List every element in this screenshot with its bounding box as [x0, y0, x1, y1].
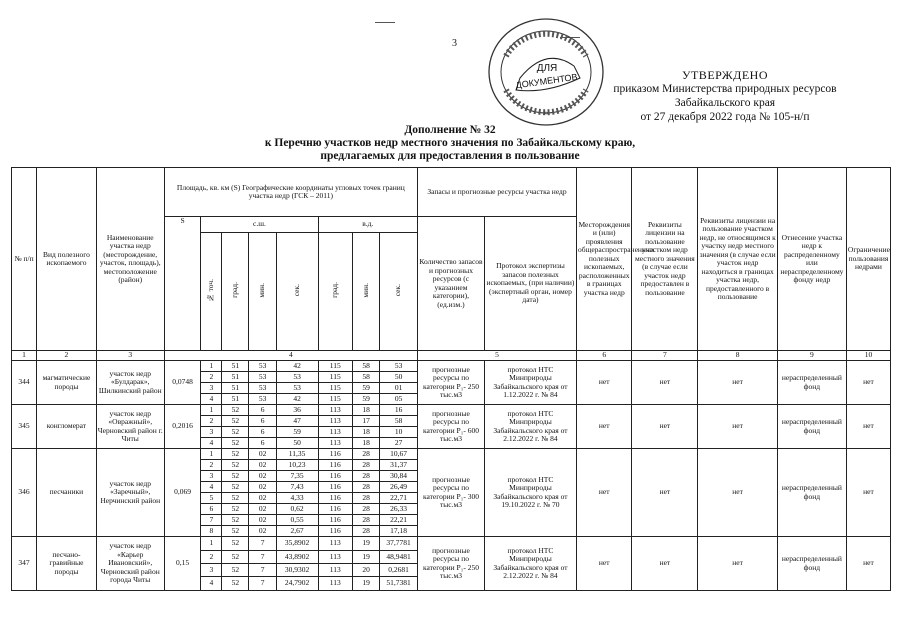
lon-sec: 37,7781 — [380, 537, 418, 551]
point-number: 1 — [201, 361, 222, 372]
column-number: 1 — [12, 351, 37, 361]
point-number: 4 — [201, 577, 222, 591]
lon-sec: 30,84 — [380, 471, 418, 482]
row-protocol: протокол НТС Минприроды Забайкальского края от 19.10.2022 г. № 70 — [484, 449, 576, 537]
lat-sec: 4,33 — [276, 493, 318, 504]
header-point: № точ. — [206, 278, 216, 302]
row-license-other: нет — [698, 361, 778, 405]
column-numbers-row — [12, 351, 891, 361]
header-min: мин. — [360, 282, 370, 298]
lon-min: 59 — [353, 394, 380, 405]
row-area: 0,2016 — [164, 405, 201, 449]
point-number: 2 — [201, 460, 222, 471]
header-reserves-qty: Количество запасов и прогнозных ресурсов (с указанием категории), (ед.изм.) — [417, 217, 484, 351]
point-number: 4 — [201, 482, 222, 493]
lat-deg: 51 — [222, 394, 249, 405]
lon-min: 58 — [353, 361, 380, 372]
lon-sec: 10,67 — [380, 449, 418, 460]
lon-deg: 116 — [318, 460, 353, 471]
lon-min: 17 — [353, 416, 380, 427]
header-deg-cell — [318, 233, 353, 351]
point-number: 4 — [201, 394, 222, 405]
column-number: 10 — [846, 351, 890, 361]
point-number: 3 — [201, 564, 222, 577]
official-seal — [486, 16, 606, 128]
lon-sec: 31,37 — [380, 460, 418, 471]
svg-text:ДЛЯ: ДЛЯ — [536, 63, 558, 74]
header-mineral: Вид полезного ископаемого — [37, 168, 97, 351]
row-protocol: протокол НТС Минприроды Забайкальского края от 1.12.2022 г. № 84 — [484, 361, 576, 405]
lat-min: 6 — [249, 405, 276, 416]
lat-sec: 7,43 — [276, 482, 318, 493]
lon-deg: 115 — [318, 383, 353, 394]
header-reserves-group: Запасы и прогнозные ресурсы участка недр — [417, 168, 576, 217]
lat-sec: 36 — [276, 405, 318, 416]
lat-sec: 42 — [276, 361, 318, 372]
lon-min: 18 — [353, 405, 380, 416]
point-number: 5 — [201, 493, 222, 504]
lat-min: 53 — [249, 383, 276, 394]
row-number: 346 — [12, 449, 37, 537]
lat-deg: 51 — [222, 372, 249, 383]
lat-min: 53 — [249, 361, 276, 372]
lat-deg: 52 — [222, 515, 249, 526]
lat-sec: 2,67 — [276, 526, 318, 537]
row-mineral: песчано-гравийные породы — [37, 537, 97, 591]
lon-deg: 113 — [318, 405, 353, 416]
lat-deg: 52 — [222, 438, 249, 449]
row-area: 0,0748 — [164, 361, 201, 405]
point-number: 4 — [201, 438, 222, 449]
row-mineral: магматические породы — [37, 361, 97, 405]
row-deposits: нет — [577, 449, 632, 537]
row-deposits: нет — [577, 537, 632, 591]
column-number: 2 — [37, 351, 97, 361]
column-number: 3 — [96, 351, 164, 361]
lat-min: 02 — [249, 515, 276, 526]
title-line: предлагаемых для предоставления в пользование — [320, 150, 580, 162]
lon-sec: 53 — [380, 361, 418, 372]
row-reserves: прогнозные ресурсы по категории P₁- 250 тыс.м3 — [417, 537, 484, 591]
point-number: 3 — [201, 383, 222, 394]
lon-min: 28 — [353, 526, 380, 537]
header-point-cell — [201, 233, 222, 351]
row-license-other: нет — [698, 405, 778, 449]
lat-deg: 52 — [222, 564, 249, 577]
row-license-local: нет — [632, 449, 698, 537]
table-row — [12, 537, 891, 551]
lat-min: 7 — [249, 537, 276, 551]
lat-min: 02 — [249, 504, 276, 515]
lon-deg: 113 — [318, 416, 353, 427]
column-number: 9 — [777, 351, 846, 361]
row-number: 347 — [12, 537, 37, 591]
lon-deg: 113 — [318, 551, 353, 564]
point-number: 1 — [201, 449, 222, 460]
row-site-name: участок недр «Булдарак», Шилкинский район — [96, 361, 164, 405]
lon-deg: 116 — [318, 526, 353, 537]
header-deg: град. — [330, 282, 340, 299]
row-license-other: нет — [698, 449, 778, 537]
approval-block — [600, 68, 850, 124]
column-number: 4 — [164, 351, 417, 361]
lat-sec: 0,62 — [276, 504, 318, 515]
point-number: 2 — [201, 551, 222, 564]
lon-deg: 113 — [318, 564, 353, 577]
column-number: 6 — [577, 351, 632, 361]
point-number: 3 — [201, 427, 222, 438]
header-num: № п/п — [12, 168, 37, 351]
point-number: 3 — [201, 471, 222, 482]
point-number: 8 — [201, 526, 222, 537]
scan-mark — [375, 22, 395, 23]
lon-sec: 26,49 — [380, 482, 418, 493]
page-number: 3 — [452, 38, 457, 49]
lat-sec: 0,55 — [276, 515, 318, 526]
lon-sec: 22,71 — [380, 493, 418, 504]
lat-sec: 50 — [276, 438, 318, 449]
row-license-other: нет — [698, 537, 778, 591]
table-row — [12, 405, 891, 416]
subsoil-sites-table — [11, 167, 891, 591]
header-deg: град. — [230, 282, 240, 299]
lat-deg: 52 — [222, 537, 249, 551]
lat-deg: 52 — [222, 460, 249, 471]
lat-sec: 53 — [276, 383, 318, 394]
lat-sec: 42 — [276, 394, 318, 405]
approval-line: от 27 декабря 2022 года № 105-н/п — [640, 111, 810, 123]
lon-min: 20 — [353, 564, 380, 577]
point-number: 2 — [201, 372, 222, 383]
lat-min: 02 — [249, 482, 276, 493]
header-fund: Отнесение участка недр к распределенному или нераспределенному фонду недр — [777, 168, 846, 351]
lon-min: 59 — [353, 383, 380, 394]
title-line: к Перечню участков недр местного значения по Забайкальскому краю, — [264, 137, 636, 149]
point-number: 1 — [201, 405, 222, 416]
lat-deg: 52 — [222, 427, 249, 438]
lat-min: 53 — [249, 372, 276, 383]
svg-text:*: * — [544, 110, 548, 119]
approval-line: приказом Министерства природных ресурсов — [613, 83, 837, 95]
lat-min: 02 — [249, 526, 276, 537]
header-s: S — [164, 217, 201, 351]
row-mineral: песчаники — [37, 449, 97, 537]
lon-min: 19 — [353, 537, 380, 551]
lat-sec: 35,8902 — [276, 537, 318, 551]
lat-deg: 52 — [222, 577, 249, 591]
header-protocol: Протокол экспертизы запасов полезных ископаемых, (при наличии) (экспертный орган, номер дата) — [484, 217, 576, 351]
header-min: мин. — [257, 282, 267, 298]
row-site-name: участок недр «Заречный», Нерчинский район — [96, 449, 164, 537]
lat-deg: 52 — [222, 449, 249, 460]
table-row — [12, 361, 891, 372]
row-fund: нераспределенный фонд — [777, 405, 846, 449]
point-number: 6 — [201, 504, 222, 515]
lat-min: 6 — [249, 427, 276, 438]
row-deposits: нет — [577, 405, 632, 449]
row-protocol: протокол НТС Минприроды Забайкальского края от 2.12.2022 г. № 84 — [484, 537, 576, 591]
header-min-cell — [249, 233, 276, 351]
row-area: 0,069 — [164, 449, 201, 537]
lon-deg: 115 — [318, 361, 353, 372]
lon-sec: 51,7381 — [380, 577, 418, 591]
lat-deg: 52 — [222, 493, 249, 504]
lon-deg: 113 — [318, 537, 353, 551]
lon-sec: 10 — [380, 427, 418, 438]
lon-sec: 16 — [380, 405, 418, 416]
lat-deg: 52 — [222, 504, 249, 515]
row-restrictions: нет — [846, 537, 890, 591]
lon-min: 28 — [353, 493, 380, 504]
lon-min: 18 — [353, 438, 380, 449]
lon-deg: 116 — [318, 471, 353, 482]
row-fund: нераспределенный фонд — [777, 449, 846, 537]
header-vd: в.д. — [318, 217, 417, 233]
approval-title: УТВЕРЖДЕНО — [681, 68, 768, 82]
row-restrictions: нет — [846, 361, 890, 405]
header-license-other: Реквизиты лицензии на пользование участком недр, не относящимся к участку недр местного значения (в случае если участок недр находиться в границах участка недр, предоставленного в пользование — [698, 168, 778, 351]
row-site-name: участок недр «Овражный», Черновский район г. Читы — [96, 405, 164, 449]
lon-min: 19 — [353, 577, 380, 591]
header-restrictions: Ограничение пользования недрами — [846, 168, 890, 351]
row-fund: нераспределенный фонд — [777, 537, 846, 591]
row-number: 345 — [12, 405, 37, 449]
lat-sec: 7,35 — [276, 471, 318, 482]
header-name: Наименование участка недр (месторождение, участок, площадь), местоположение (район) — [96, 168, 164, 351]
header-min-cell — [353, 233, 380, 351]
lon-sec: 50 — [380, 372, 418, 383]
lat-sec: 47 — [276, 416, 318, 427]
lon-sec: 26,33 — [380, 504, 418, 515]
lat-deg: 52 — [222, 416, 249, 427]
lon-deg: 115 — [318, 394, 353, 405]
lat-sec: 11,35 — [276, 449, 318, 460]
lat-sec: 59 — [276, 427, 318, 438]
lon-min: 58 — [353, 372, 380, 383]
lat-min: 02 — [249, 471, 276, 482]
row-reserves: прогнозные ресурсы по категории P₁- 250 тыс.м3 — [417, 361, 484, 405]
lon-deg: 116 — [318, 515, 353, 526]
header-sec: сек. — [393, 284, 403, 297]
lon-min: 28 — [353, 449, 380, 460]
lat-sec: 53 — [276, 372, 318, 383]
column-number: 7 — [632, 351, 698, 361]
row-area: 0,15 — [164, 537, 201, 591]
title-line: Дополнение № 32 — [404, 124, 496, 136]
row-protocol: протокол НТС Минприроды Забайкальского края от 2.12.2022 г. № 84 — [484, 405, 576, 449]
lon-min: 18 — [353, 427, 380, 438]
document-title — [150, 124, 750, 163]
table-row — [12, 449, 891, 460]
lon-sec: 27 — [380, 438, 418, 449]
lat-min: 7 — [249, 564, 276, 577]
point-number: 7 — [201, 515, 222, 526]
lon-min: 28 — [353, 482, 380, 493]
lon-min: 19 — [353, 551, 380, 564]
lat-sec: 24,7902 — [276, 577, 318, 591]
lon-sec: 0,2681 — [380, 564, 418, 577]
header-sp: с.ш. — [201, 217, 318, 233]
lon-min: 28 — [353, 460, 380, 471]
lat-deg: 52 — [222, 482, 249, 493]
lat-min: 53 — [249, 394, 276, 405]
lat-deg: 51 — [222, 383, 249, 394]
lat-sec: 43,8902 — [276, 551, 318, 564]
lat-sec: 10,23 — [276, 460, 318, 471]
header-sec-cell — [276, 233, 318, 351]
lon-sec: 17,18 — [380, 526, 418, 537]
lat-deg: 52 — [222, 551, 249, 564]
lon-sec: 01 — [380, 383, 418, 394]
row-fund: нераспределенный фонд — [777, 361, 846, 405]
lon-deg: 115 — [318, 372, 353, 383]
table-body — [12, 168, 891, 591]
row-restrictions: нет — [846, 449, 890, 537]
lat-min: 02 — [249, 449, 276, 460]
row-license-local: нет — [632, 361, 698, 405]
row-deposits: нет — [577, 361, 632, 405]
row-license-local: нет — [632, 405, 698, 449]
row-reserves: прогнозные ресурсы по категории P₁- 600 тыс.м3 — [417, 405, 484, 449]
row-number: 344 — [12, 361, 37, 405]
lat-min: 7 — [249, 551, 276, 564]
lon-sec: 22,21 — [380, 515, 418, 526]
row-mineral: конгломерат — [37, 405, 97, 449]
lat-deg: 52 — [222, 526, 249, 537]
row-license-local: нет — [632, 537, 698, 591]
lon-deg: 113 — [318, 438, 353, 449]
header-deg-cell — [222, 233, 249, 351]
point-number: 1 — [201, 537, 222, 551]
lat-deg: 52 — [222, 471, 249, 482]
header-deposits: Месторождения и (или) проявления общераспространенных полезных ископаемых, расположенных в границах участка недр — [577, 168, 632, 351]
row-site-name: участок недр «Карьер Ивановский», Черновский район города Читы — [96, 537, 164, 591]
lon-sec: 48,9481 — [380, 551, 418, 564]
lat-min: 02 — [249, 460, 276, 471]
point-number: 2 — [201, 416, 222, 427]
lon-deg: 116 — [318, 449, 353, 460]
approval-line: Забайкальского края — [674, 97, 776, 109]
lon-min: 28 — [353, 515, 380, 526]
lat-deg: 51 — [222, 361, 249, 372]
lat-deg: 52 — [222, 405, 249, 416]
lat-min: 02 — [249, 493, 276, 504]
lon-deg: 113 — [318, 577, 353, 591]
lon-min: 28 — [353, 504, 380, 515]
header-sec: сек. — [291, 284, 301, 297]
lat-min: 6 — [249, 416, 276, 427]
header-area-coords: Площадь, кв. км (S) Географические координаты угловых точек границ участка недр (ГСК – 2011) — [164, 168, 417, 217]
header-license-local: Реквизиты лицензии на пользование участком недр местного значения (в случае если участок недр предоставлен в пользование — [632, 168, 698, 351]
row-restrictions: нет — [846, 405, 890, 449]
column-number: 8 — [698, 351, 778, 361]
lon-deg: 116 — [318, 482, 353, 493]
lon-min: 28 — [353, 471, 380, 482]
lon-sec: 58 — [380, 416, 418, 427]
lon-deg: 113 — [318, 427, 353, 438]
lat-min: 6 — [249, 438, 276, 449]
column-number: 5 — [417, 351, 576, 361]
lon-deg: 116 — [318, 493, 353, 504]
svg-text:ДОКУМЕНТОВ: ДОКУМЕНТОВ — [515, 71, 579, 91]
row-reserves: прогнозные ресурсы по категории P₁- 300 тыс.м3 — [417, 449, 484, 537]
lon-sec: 05 — [380, 394, 418, 405]
lon-deg: 116 — [318, 504, 353, 515]
lat-min: 7 — [249, 577, 276, 591]
lat-sec: 30,9302 — [276, 564, 318, 577]
header-sec-cell — [380, 233, 418, 351]
